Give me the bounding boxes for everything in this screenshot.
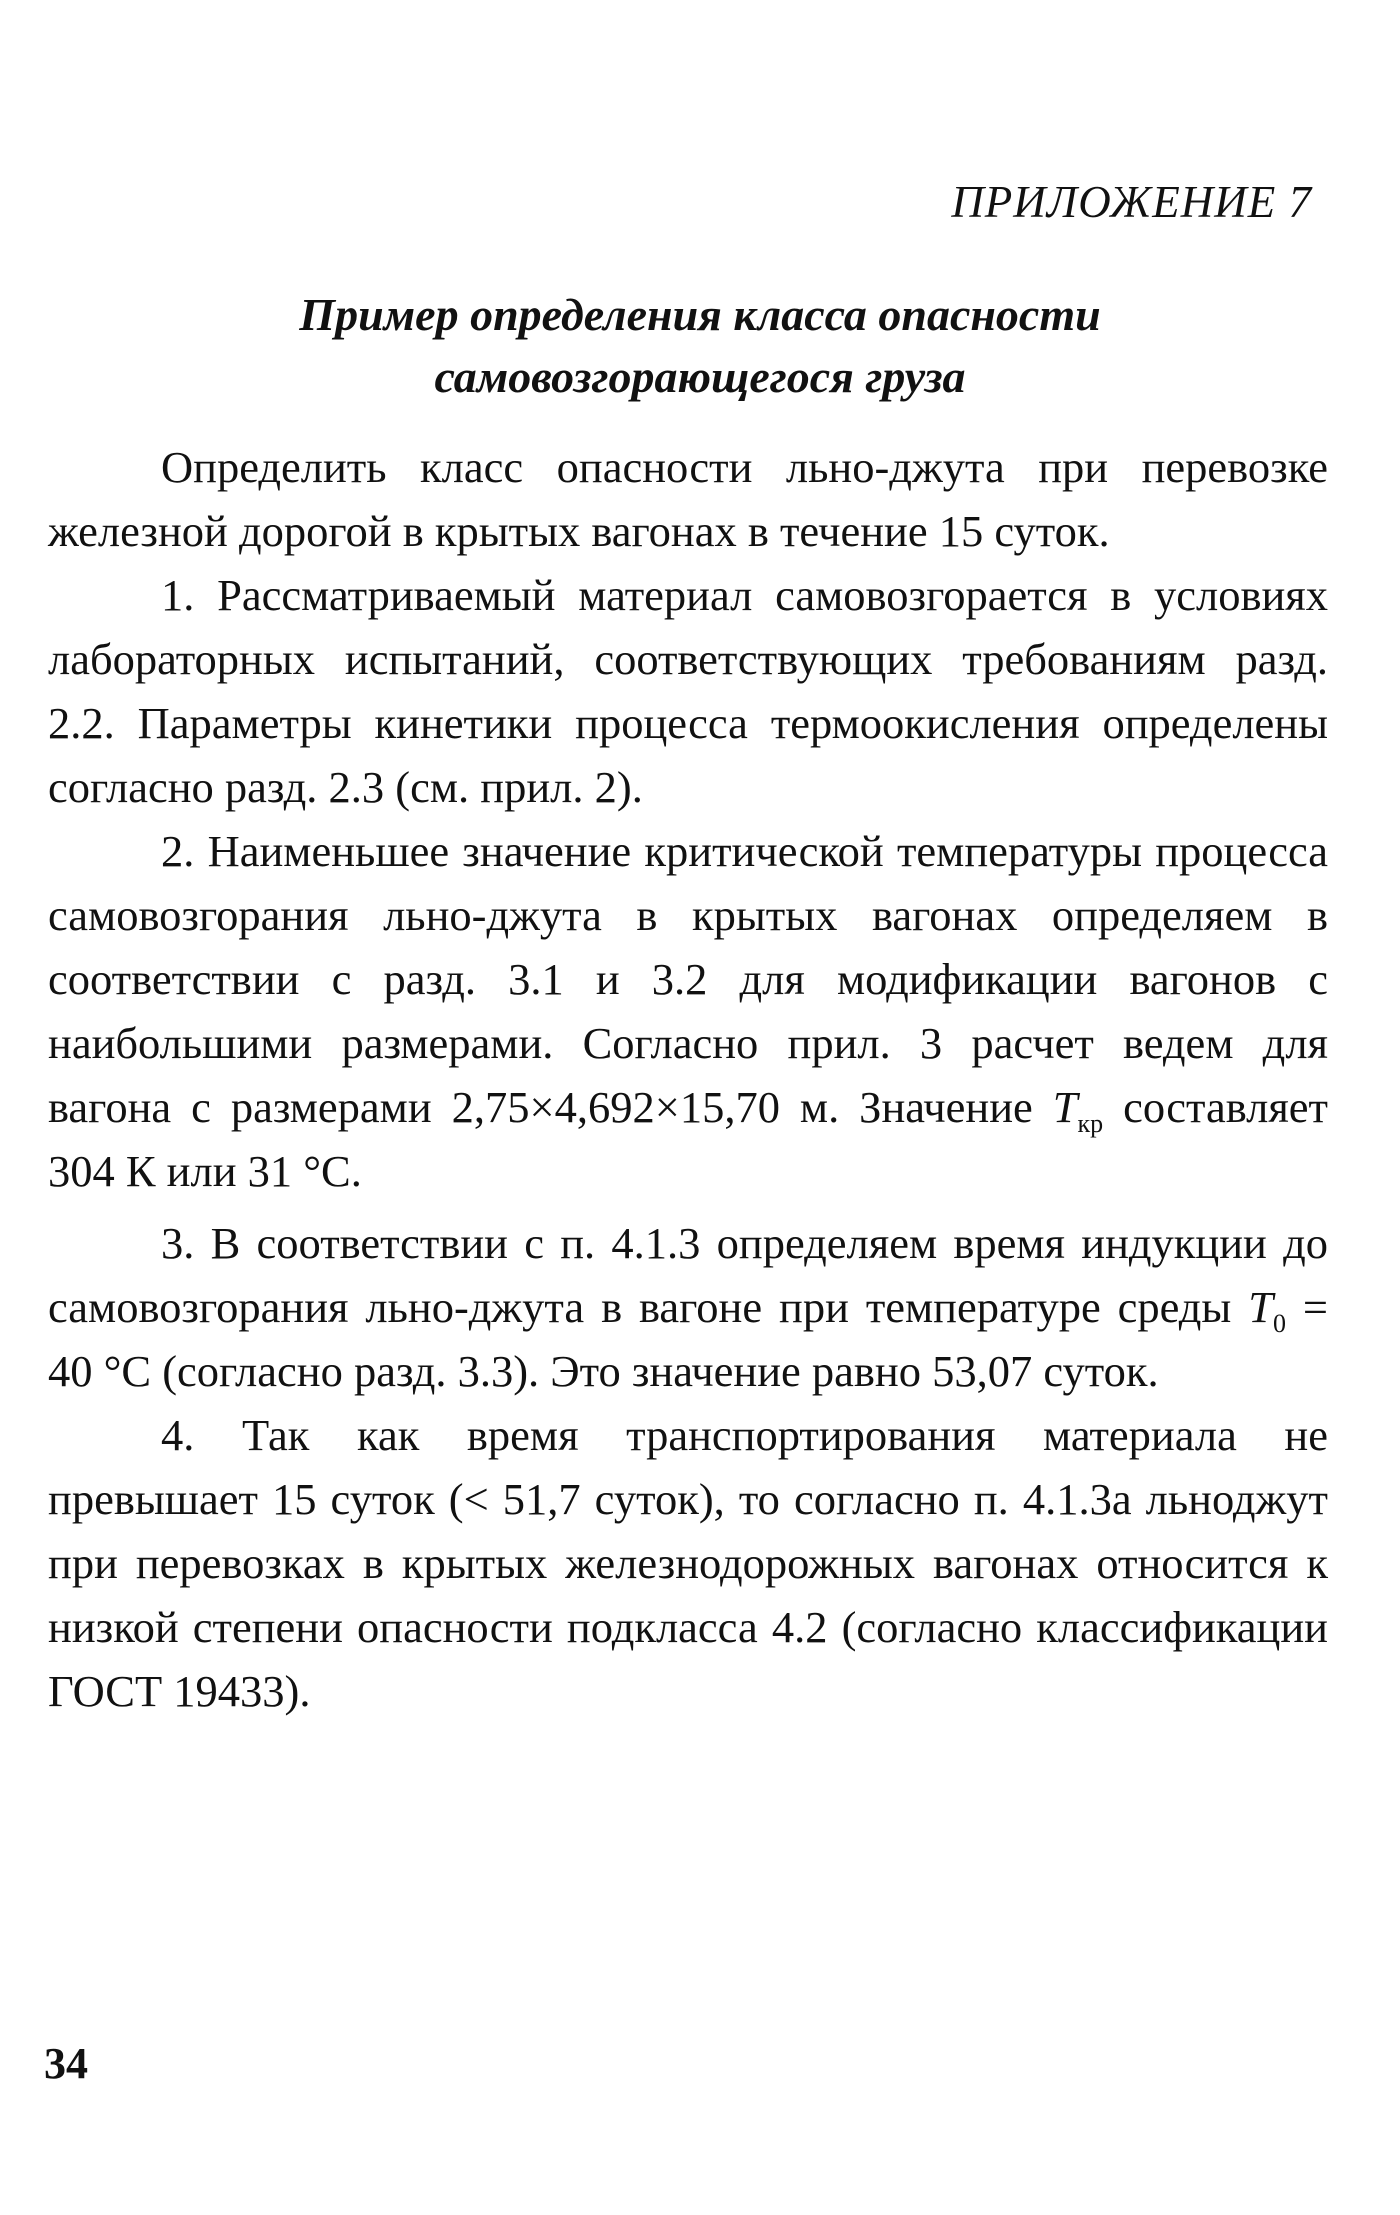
document-title bbox=[150, 284, 1250, 408]
document-body bbox=[48, 435, 1328, 1723]
paragraph-2 bbox=[48, 819, 1328, 1203]
title-line-2: самовозгорающегося груза bbox=[434, 351, 966, 402]
appendix-label: ПРИЛОЖЕНИЕ 7 bbox=[951, 177, 1312, 227]
paragraph-2-text: 2. Наименьшее значение критической температуры процесса самовозгорания льно-джута в крытых вагонах определяем в соответствии с разд. 3.1 и 3.2 для модификации вагонов с наибольшими размерами. Согласно прил. 3 расчет ведем для вагона с размерами 2,75×4,692×15,70 м. Значение bbox=[48, 826, 1328, 1132]
temperature-subscript: кр bbox=[1077, 1109, 1104, 1138]
ambient-temperature-symbol: T bbox=[1248, 1282, 1273, 1332]
paragraph-intro: Определить класс опасности льно-джута при перевозке железной дорогой в крытых вагонах в течение 15 суток. bbox=[48, 442, 1328, 556]
paragraph-2-tail: составляет 304 К или 31 °С. bbox=[48, 1082, 1328, 1196]
paragraph-4: 4. Так как время транспортирования материала не превышает 15 суток (< 51,7 суток), то согласно п. 4.1.3а льноджут при перевозках в крытых железнодорожных вагонах относится к низкой степени опасности подкласса 4.2 (согласно классификации ГОСТ 19433). bbox=[48, 1410, 1328, 1716]
paragraph-3-text: 3. В соответствии с п. 4.1.3 определяем время индукции до самовозгорания льно-джута в вагоне при температуре среды bbox=[48, 1218, 1328, 1332]
paragraph-3 bbox=[48, 1211, 1328, 1403]
title-line-1: Пример определения класса опасности bbox=[299, 289, 1101, 340]
ambient-temperature-subscript: 0 bbox=[1272, 1309, 1286, 1338]
paragraph-1: 1. Рассматриваемый материал самовозгорается в условиях лабораторных испытаний, соответствующих требованиям разд. 2.2. Параметры кинетики процесса термоокисления определены согласно разд. 2.3 (см. прил. 2). bbox=[48, 570, 1328, 812]
temperature-symbol: T bbox=[1052, 1082, 1078, 1132]
page-number: 34 bbox=[44, 2039, 88, 2088]
paragraph-3-tail: = 40 °С (согласно разд. 3.3). Это значение равно 53,07 суток. bbox=[48, 1282, 1329, 1396]
